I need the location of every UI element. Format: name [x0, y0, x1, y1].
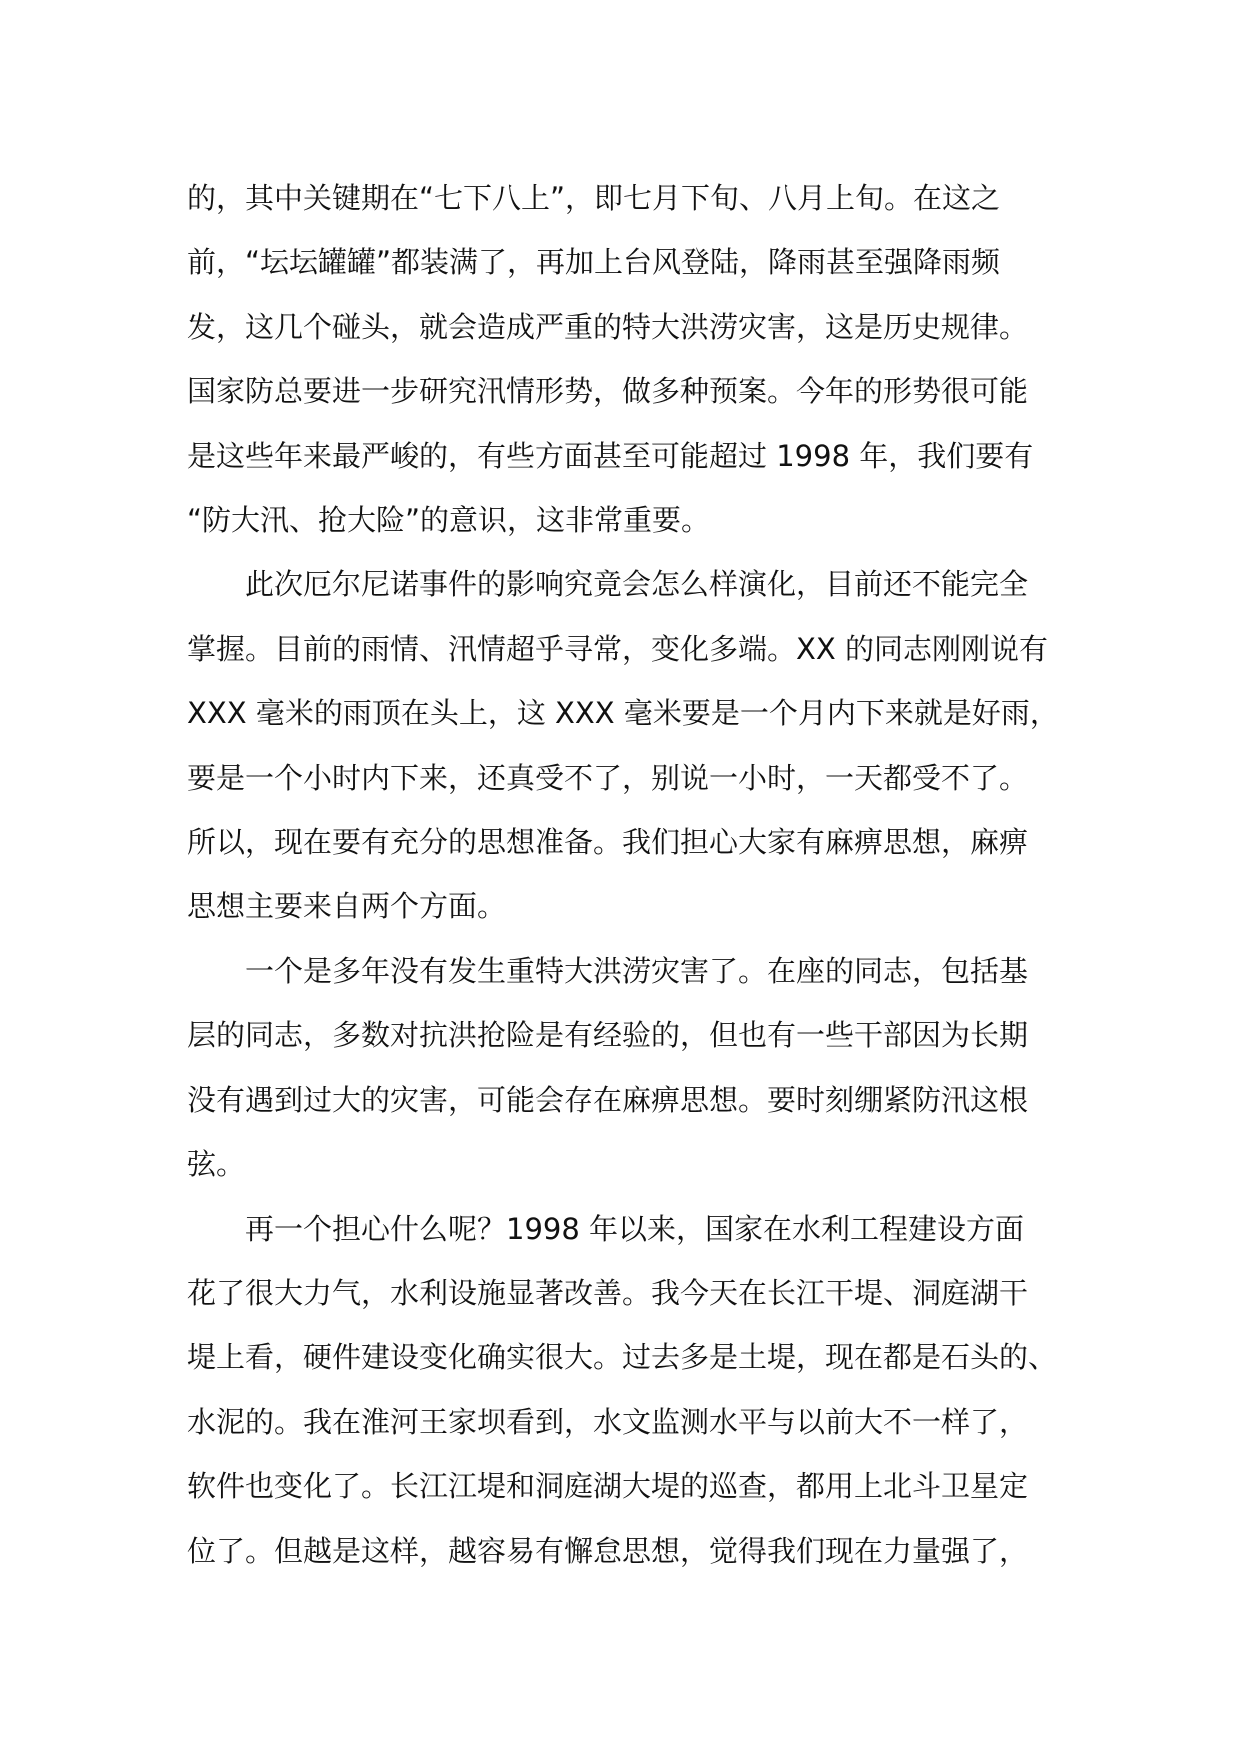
- paragraph-first-line: 一个是多年没有发生重特大洪涝灾害了。在座的同志，包括基: [245, 953, 1029, 988]
- text-line: 弦。: [187, 1147, 246, 1182]
- text-line: 思想主要来自两个方面。: [187, 889, 507, 924]
- text-line: 软件也变化了。长江江堤和洞庭湖大堤的巡查，都用上北斗卫星定: [187, 1469, 1029, 1504]
- paragraph-first-line: 再一个担心什么呢？1998 年以来，国家在水利工程建设方面: [245, 1211, 1025, 1246]
- text-line: 花了很大力气，水利设施显著改善。我今天在长江干堤、洞庭湖干: [187, 1275, 1029, 1310]
- text-line: 位了。但越是这样，越容易有懈怠思想，觉得我们现在力量强了，: [187, 1533, 1029, 1568]
- text-line: 发，这几个碰头，就会造成严重的特大洪涝灾害，这是历史规律。: [187, 309, 1029, 344]
- text-line: 国家防总要进一步研究汛情形势，做多种预案。今年的形势很可能: [187, 374, 1029, 409]
- body-text: [187, 166, 1062, 1583]
- paragraph-first-line: 此次厄尔尼诺事件的影响究竟会怎么样演化，目前还不能完全: [245, 567, 1029, 602]
- text-line: 前，“坛坛罐罐”都装满了，再加上台风登陆，降雨甚至强降雨频: [187, 245, 1001, 280]
- text-line: 没有遇到过大的灾害，可能会存在麻痹思想。要时刻绷紧防汛这根: [187, 1082, 1029, 1117]
- text-line: 是这些年来最严峻的，有些方面甚至可能超过 1998 年，我们要有: [187, 438, 1034, 473]
- text-line: 水泥的。我在淮河王家坝看到，水文监测水平与以前大不一样了，: [187, 1404, 1029, 1439]
- text-line: 的，其中关键期在“七下八上”，即七月下旬、八月上旬。在这之: [187, 181, 1001, 215]
- text-line: “防大汛、抢大险”的意识，这非常重要。: [187, 503, 711, 538]
- text-line: XXX 毫米的雨顶在头上，这 XXX 毫米要是一个月内下来就是好雨，: [187, 696, 1059, 731]
- text-line: 所以，现在要有充分的思想准备。我们担心大家有麻痹思想，麻痹: [187, 825, 1029, 860]
- text-line: 掌握。目前的雨情、汛情超乎寻常，变化多端。XX 的同志刚刚说有: [187, 631, 1048, 666]
- text-line: 堤上看，硬件建设变化确实很大。过去多是土堤，现在都是石头的、: [187, 1340, 1058, 1375]
- text-line: 层的同志，多数对抗洪抢险是有经验的，但也有一些干部因为长期: [187, 1018, 1029, 1053]
- text-line: 要是一个小时内下来，还真受不了，别说一小时，一天都受不了。: [187, 760, 1029, 795]
